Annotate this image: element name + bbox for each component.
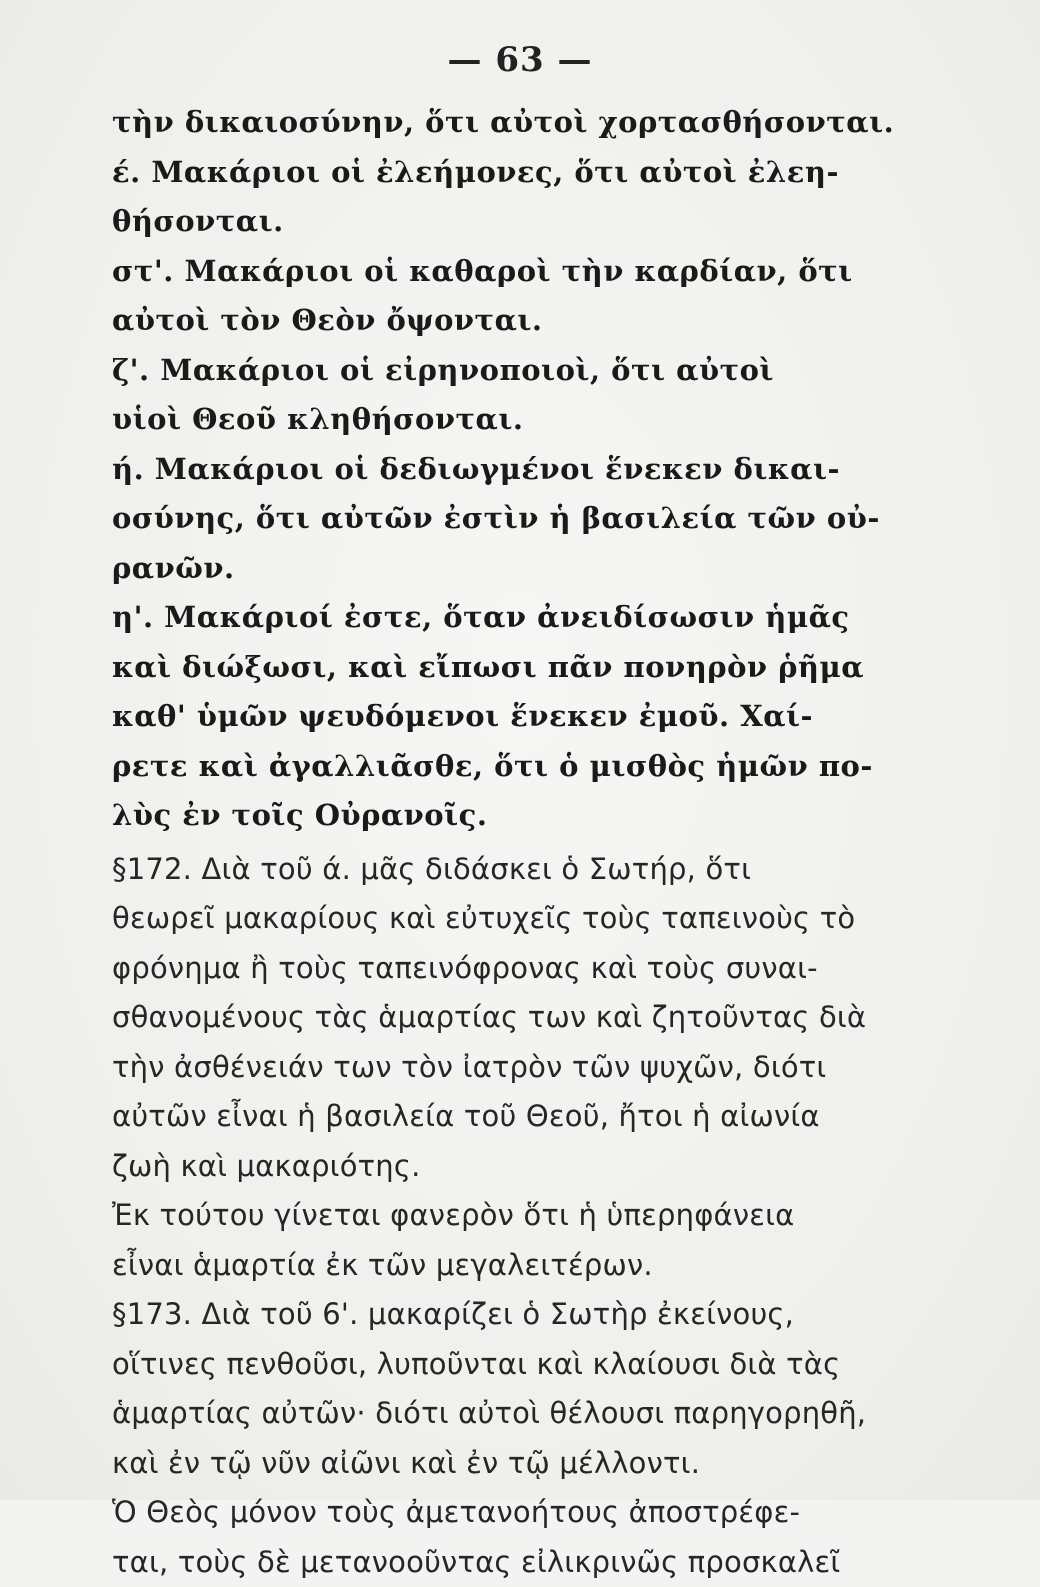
text-line: οἵτινες πενθοῦσι, λυποῦνται καὶ κλαίουσι διὰ τὰς [112,1340,912,1390]
text-line: θήσονται. [112,197,912,247]
text-line: στ'. Μακάριοι οἱ καθαροὶ τὴν καρδίαν, ὅτι [112,247,912,297]
text-line: ἁμαρτίας αὐτῶν· διότι αὐτοὶ θέλουσι παρηγορηθῆ, [112,1389,912,1439]
text-line: τὴν ἀσθένειάν των τὸν ἰατρὸν τῶν ψυχῶν, διότι [112,1043,912,1093]
text-line: ή. Μακάριοι οἱ δεδιωγμένοι ἕνεκεν δικαι- [112,445,912,495]
text-line: ζ'. Μακάριοι οἱ εἰρηνοποιοὶ, ὅτι αὐτοὶ [112,346,912,396]
page-body [112,98,912,1587]
text-line: ρετε καὶ ἀγαλλιᾶσθε, ὅτι ὁ μισθὸς ἡμῶν πο- [112,742,912,792]
text-line: αὐτῶν εἶναι ἡ βασιλεία τοῦ Θεοῦ, ἤτοι ἡ αἰωνία [112,1092,912,1142]
text-line: καθ' ὑμῶν ψευδόμενοι ἕνεκεν ἐμοῦ. Χαί- [112,692,912,742]
text-line: Ἐκ τούτου γίνεται φανερὸν ὅτι ἡ ὑπερηφάνεια [112,1191,912,1241]
text-line: φρόνημα ἢ τοὺς ταπεινόφρονας καὶ τοὺς συναι- [112,944,912,994]
text-line: ται, τοὺς δὲ μετανοοῦντας εἰλικρινῶς προσκαλεῖ [112,1538,912,1587]
commentary-block [112,845,912,1587]
text-line: έ. Μακάριοι οἱ ἐλεήμονες, ὅτι αὐτοὶ ἐλεη- [112,148,912,198]
beatitudes-block [112,98,912,841]
page-number: — 63 — [0,40,1040,80]
text-line: οσύνης, ὅτι αὐτῶν ἐστὶν ἡ βασιλεία τῶν οὐ- [112,494,912,544]
text-line: καὶ ἐν τῷ νῦν αἰῶνι καὶ ἐν τῷ μέλλοντι. [112,1439,912,1489]
text-line: §173. Διὰ τοῦ 6'. μακαρίζει ὁ Σωτὴρ ἐκείνους, [112,1290,912,1340]
text-line: λὺς ἐν τοῖς Οὐρανοῖς. [112,791,912,841]
text-line: σθανομένους τὰς ἁμαρτίας των καὶ ζητοῦντας διὰ [112,993,912,1043]
text-line: εἶναι ἁμαρτία ἐκ τῶν μεγαλειτέρων. [112,1241,912,1291]
text-line: Ὁ Θεὸς μόνον τοὺς ἀμετανοήτους ἀποστρέφε- [112,1488,912,1538]
text-line: αὐτοὶ τὸν Θεὸν ὄψονται. [112,296,912,346]
text-line: καὶ διώξωσι, καὶ εἴπωσι πᾶν πονηρὸν ῥῆμα [112,643,912,693]
text-line: θεωρεῖ μακαρίους καὶ εὐτυχεῖς τοὺς ταπεινοὺς τὸ [112,894,912,944]
text-line: υἱοὶ Θεοῦ κληθήσονται. [112,395,912,445]
text-line: §172. Διὰ τοῦ ά. μᾶς διδάσκει ὁ Σωτήρ, ὅτι [112,845,912,895]
text-line: ζωὴ καὶ μακαριότης. [112,1142,912,1192]
text-line: τὴν δικαιοσύνην, ὅτι αὐτοὶ χορτασθήσονται. [112,98,912,148]
text-line: ρανῶν. [112,544,912,594]
text-line: η'. Μακάριοί ἐστε, ὅταν ἀνειδίσωσιν ἡμᾶς [112,593,912,643]
